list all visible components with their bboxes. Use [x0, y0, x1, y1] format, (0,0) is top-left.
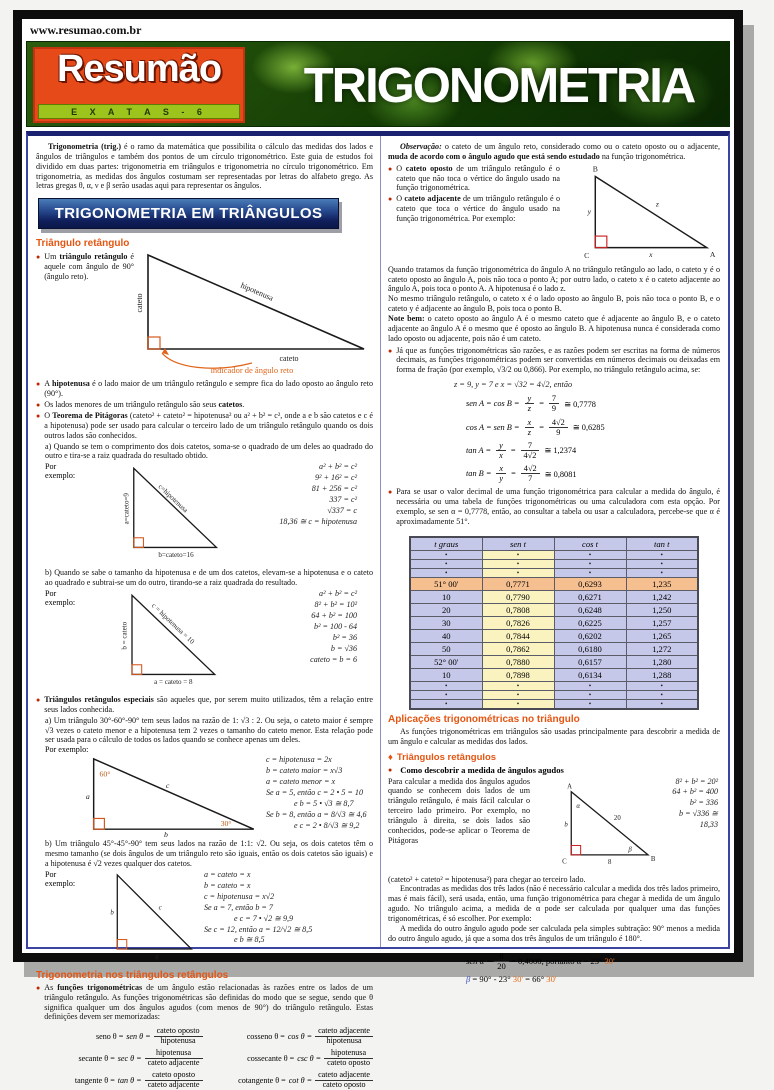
series-strip: E X A T A S - 6	[38, 104, 240, 119]
frac-num: cateto oposto	[154, 1027, 203, 1037]
col-header-tan: tan t	[626, 537, 698, 551]
special-a-text	[36, 716, 373, 746]
text-bold: catetos	[218, 400, 243, 410]
text: o cateto de um ângulo reto, considerado como ou o cateto oposto ou o adjacente,	[441, 142, 720, 151]
special-a-math	[260, 755, 373, 831]
text: O	[396, 163, 406, 173]
angle-30-label: 30°	[220, 819, 232, 829]
text-bold: funções trigonométricas	[57, 982, 143, 992]
trig-def-cossecante	[207, 1049, 374, 1068]
frac-den: cateto oposto	[322, 1079, 366, 1089]
por-exemplo-label: Por exemplo:	[45, 589, 76, 608]
math-line: e c = 7 • √2 ≅ 9,9	[234, 913, 294, 923]
angle-60-label: 60°	[99, 769, 111, 779]
item-label: b)	[45, 839, 52, 849]
triangle-20-8-diagram	[532, 777, 660, 873]
text: Um triângulo 30°-60°-90° tem seus lados na razão de 1: √3 : 2. Ou seja, o cateto maior é sempre √3 vezes o cateto menor e a hipotenusa tem 2 vezes o tamanho do cateto menor. Esta relação pode ser usada para o cálculo de todos os lados quando se conhece apenas um deles.	[45, 715, 373, 745]
text-bold: cateto adjacente	[404, 194, 461, 204]
text-bold: cateto oposto	[405, 163, 453, 173]
brand-name: Resumão	[56, 48, 222, 90]
def-abbr: sec θ =	[117, 1054, 142, 1064]
frac-den: cateto adjacente	[147, 1058, 200, 1068]
right-angle-indicator	[595, 236, 607, 248]
text: na função trigonométrica.	[599, 151, 686, 161]
vertex-b-label: B	[592, 164, 598, 174]
text: Os lados menores de um triângulo retângulo são seus	[44, 400, 219, 410]
resumao-logo	[33, 47, 245, 123]
ratio-line	[466, 418, 720, 437]
side-8-label: 8	[607, 858, 612, 866]
ratio-lhs: sen A = cos B =	[466, 399, 520, 409]
right-angle-indicator	[94, 819, 105, 830]
tri1-indicator-label: indicador de ângulo reto	[210, 365, 294, 376]
frac-num: x	[525, 418, 535, 428]
example-b-math	[220, 589, 373, 665]
scanned-card	[13, 10, 743, 1089]
apps-paragraph-medida: A medida do outro ângulo agudo pode ser calculada pela simples subtração: 90° menos a medida do outro ângulo agudo, já que a soma dos três ângulos de um triângulo é 180°.	[388, 923, 720, 943]
math-line: c = hipotenusa = 2x	[266, 755, 332, 765]
bullet-icon: ●	[388, 488, 393, 497]
frac-num: cateto adjacente	[315, 1071, 373, 1081]
alpha-angle-label: α	[576, 802, 580, 810]
math-line: a² + b² = c²	[319, 462, 357, 472]
minutes-value: 30'	[512, 974, 523, 985]
math-line: 81 + 256 = c²	[311, 484, 357, 494]
side-y-label: y	[587, 206, 592, 216]
math-line: b² = 100 - 64	[314, 621, 357, 631]
bullet-item	[388, 487, 720, 526]
def-abbr: cos θ =	[287, 1032, 313, 1042]
math-line: 337 = c²	[329, 495, 357, 505]
bullet-item	[36, 400, 373, 410]
text: Quando se sabe o tamanho da hipotenusa e de um dos catetos, elevam-se a hipotenusa e o cateto ao quadrado e subtrai-se um do outro, tirando-se a raiz quadrada do resultado.	[45, 568, 373, 588]
tri-hyp-label: c	[158, 904, 162, 912]
text: Um	[44, 252, 60, 262]
frac-den: 7	[528, 474, 533, 484]
ratio-result: ≅ 0,6285	[572, 423, 605, 433]
table-row: 50 0,7862 0,6180 1,272	[410, 642, 698, 655]
text: de um triângulo retângulo é o cateto que toca o vértice do ângulo usado na função trigonométrica. Por exemplo:	[396, 194, 560, 224]
heading-aplicacoes: Aplicações trigonométricas no triângulo	[388, 713, 580, 725]
math-line: b = cateto maior = x√3	[266, 766, 343, 776]
math-line: 18,36 ≅ c = hipotenusa	[279, 516, 357, 526]
tri1-left-label: cateto	[135, 293, 144, 313]
math-line: e b ≅ 8,5	[234, 935, 265, 945]
eq-text: sen α =	[466, 955, 495, 966]
def-abbr: sen θ =	[126, 1032, 151, 1042]
equals: =	[511, 469, 516, 479]
frac-den: hipotenusa	[160, 1036, 196, 1046]
def-name: tangente θ =	[74, 1075, 115, 1085]
text: Para se usar o valor decimal de uma função trigonométrica para calcular a medida do ângulo, é necessária ou uma tabela de funções trigonométricas ou uma calculadora com esta opção. Por exemplo, se sen α = 0,7778, então, ao consultar a tabela ou usar a calculadora, percebe-se que α é aproximadamente 51°.	[396, 487, 720, 526]
header-banner	[26, 41, 730, 127]
text-bold: Teorema de Pitágoras	[52, 411, 128, 421]
ratio-line	[466, 394, 720, 413]
table-row: 30 0,7826 0,6225 1,257	[410, 616, 698, 629]
tri-left-label: b	[110, 909, 114, 917]
frac-num: 7	[549, 394, 559, 404]
vertex-c-label: C	[584, 250, 590, 260]
frac-num: hipotenusa	[145, 1049, 203, 1059]
special-b-text	[36, 839, 373, 869]
ratio-result: ≅ 0,8081	[544, 469, 577, 479]
section-banner-triangulos: TRIGONOMETRIA EM TRIÂNGULOS	[38, 198, 339, 229]
frac-den: hipotenusa	[326, 1036, 362, 1046]
beta-angle-label: β	[628, 845, 632, 853]
frac-num: cateto oposto	[145, 1071, 203, 1081]
table-row: • • • •	[410, 568, 698, 577]
vertex-a-label: A	[567, 782, 573, 790]
bullet-item	[388, 194, 560, 224]
obs-lead: Observação:	[400, 142, 442, 151]
text-bold: hipotenusa	[52, 379, 90, 389]
bullet-icon: ●	[36, 983, 41, 992]
example-a-figure	[36, 462, 373, 566]
heading-trig-nos-triangulos: Trigonometria nos triângulos retângulos	[36, 969, 229, 981]
bullet-item	[388, 164, 560, 194]
tri-left-label: b = cateto	[120, 621, 129, 650]
side-z-label: z	[655, 198, 659, 208]
subheading-label: Como descobrir a medida de ângulos agudos	[400, 764, 564, 775]
ratios-intro: z = 9, y = 7 e x = √32 = 4√2, então	[454, 380, 573, 390]
minutes-value: 30'	[604, 955, 615, 966]
bullet-item	[36, 379, 373, 399]
frac-num: 4√2	[521, 464, 540, 474]
special-b-math	[200, 870, 373, 946]
math-line: a² + b² = c²	[319, 589, 357, 599]
side-x-label: x	[649, 249, 653, 259]
math-line: e c = 2 • 8/√3 ≅ 9,2	[294, 820, 360, 830]
right-angle-indicator	[134, 538, 144, 548]
math-line: √337 = c	[327, 506, 357, 515]
frac-den: 4√2	[523, 450, 537, 460]
frac-den: 9	[556, 427, 561, 437]
tri-hyp-label: c = hipotenusa = 10	[150, 601, 196, 646]
tri1-bottom-label: cateto	[279, 354, 299, 364]
note-bem-lead: Note bem:	[388, 314, 425, 324]
frac-num: 4√2	[549, 418, 568, 428]
diamond-icon: ♦	[388, 751, 393, 763]
example-a-text	[36, 442, 373, 462]
table-row: 40 0,7844 0,6202 1,265	[410, 629, 698, 642]
por-exemplo-label: Por exemplo:	[45, 462, 76, 481]
tri-bottom-label: b	[163, 830, 168, 840]
frac-den: cateto oposto	[327, 1058, 370, 1068]
table-row: 52° 00' 0,7880 0,6157 1,280	[410, 655, 698, 668]
ratio-lhs: tan A =	[466, 445, 492, 455]
trig-values-table	[409, 536, 699, 710]
text-bold: muda de acordo com o ângulo agudo que está sendo estudado	[388, 151, 600, 161]
right-column	[381, 136, 728, 985]
frac-num: 8	[494, 952, 509, 962]
math-line: b² = 36	[332, 632, 357, 642]
text-bold: Triângulos retângulos especiais	[44, 695, 154, 705]
right-triangle-intro-row	[36, 251, 373, 377]
math-line: Se b = 8, então a = 8/√3 ≅ 4,6	[266, 809, 367, 819]
text: As	[44, 982, 58, 992]
math-line: 8² + b² = 10²	[314, 599, 357, 609]
tri1-hyp-label: hipotenusa	[239, 280, 275, 304]
col-header-cos: cos t	[554, 537, 626, 551]
math-line: c = hipotenusa = x√2	[204, 891, 275, 901]
tri-left-label: a	[85, 792, 90, 802]
bullet-icon: ●	[388, 164, 393, 173]
table-row: 10 0,7790 0,6271 1,242	[410, 590, 698, 603]
subheading-label: Triângulos retângulos	[396, 751, 497, 763]
special-b-figure	[36, 870, 373, 966]
trig-def-seno	[36, 1027, 203, 1046]
table-row: 20 0,7808 0,6248 1,250	[410, 603, 698, 616]
def-name: cotangente θ =	[238, 1075, 286, 1085]
text: é o lado maior de um triângulo retângulo e sempre fica do lado oposto ao ângulo reto (90°).	[44, 379, 373, 399]
bullet-icon: ●	[36, 253, 41, 262]
special-a-figure	[36, 755, 373, 840]
text: é aquele com ângulo de 90° (ângulo reto).	[44, 252, 135, 282]
bullet-icon: ●	[388, 765, 393, 774]
intro-text: é o ramo da matemática que possibilita o cálculo das medidas dos lados e ângulos de triângulos e também dos pontos de um círculo trigonométrico. Este guia de estudos foi dividido em duas partes: trigonometria em triângulos e trigonometria no círculo trigonométrico. Em trigonometria, as medidas dos ângulos costumam ser representadas por letras do alfabeto grego. As letras gregas θ, α, ν e β serão usadas aqui para representar os ângulos.	[36, 142, 373, 191]
frac-num: y	[496, 441, 506, 451]
paragraph-quando-tratamos: Quando tratamos da função trigonométrica do ângulo A no triângulo retângulo ao lado, o cateto y é o cateto oposto ao ângulo A, pois não toca o ponto A; por outro lado, o cateto x é o cateto adjacente ao ângulo A, pois toca o ponto A. A hipotenusa é o lado z.	[388, 264, 720, 294]
frac-den: z	[527, 427, 531, 437]
frac-den: x	[499, 450, 503, 460]
text: O	[396, 194, 405, 204]
tri-left-label: a=cateto=9	[122, 493, 131, 525]
math-line: 8² + b² = 20²	[675, 776, 718, 786]
example-b-figure	[36, 589, 373, 693]
math-line: e b = 5 • √3 ≅ 8,7	[294, 799, 354, 809]
eq-text: = 90° - 23°	[470, 974, 513, 985]
bullet-item	[36, 983, 373, 1022]
paragraph-note-bem	[388, 314, 720, 344]
bullet-item	[36, 695, 373, 715]
frac-num: 7	[521, 441, 540, 451]
table-row: 10 0,7898 0,6134 1,288	[410, 668, 698, 681]
frac-den: z	[527, 404, 531, 414]
catetos-row	[388, 163, 720, 263]
def-name: cosseno θ =	[246, 1032, 285, 1042]
col-header-t-graus: t graus	[410, 537, 482, 551]
text: Já que as funções trigonométricas são razões, e as razões podem ser escritas na forma de números decimais, as funções trigonométricas podem ser convertidas em números decimais ou deixadas em forma de fração (por exemplo, √3/2 ou 0,866). Por exemplo, no triângulo retângulo acima, se:	[396, 345, 720, 375]
text-bold: triângulo retângulo	[59, 252, 128, 262]
bullet-icon: ●	[388, 195, 393, 204]
item-label: b)	[45, 568, 52, 578]
side-b-label: b	[564, 821, 568, 829]
math-line: b = √36	[330, 643, 357, 653]
table-row: • • • •	[410, 681, 698, 690]
def-name: secante θ =	[78, 1054, 115, 1064]
ratio-result: ≅ 1,2374	[544, 446, 577, 456]
beta-symbol: β	[466, 974, 471, 985]
def-abbr: csc θ =	[297, 1054, 322, 1064]
triangle-9-16-diagram	[88, 462, 220, 566]
text: Quando se tem o comprimento dos dois catetos, soma-se o quadrado de um deles ao quadrado do outro e tira-se a raiz quadrada do resultado obtido.	[45, 441, 373, 461]
subheading-triangulos-retangulos	[388, 752, 720, 763]
ratio-result: ≅ 0,7778	[564, 399, 596, 409]
table-header-row	[410, 537, 698, 551]
paragraph-no-mesmo: No mesmo triângulo retângulo, o cateto x é o lado oposto ao ângulo B, pois não toca o ponto B, e o cateto y é adjacente ao ângulo B, pois toca o ponto B.	[388, 294, 720, 314]
apps-figure-row	[388, 777, 720, 873]
frac-den: cateto adjacente	[147, 1079, 200, 1089]
text: Um triângulo 45°-45°-90° tem seus lados na razão de 1:1: √2. Ou seja, os dois catetos têm o mesmo tamanho (se dois ângulos de um triângulo reto são iguais, então os dois catetos são iguais) e a hipotenusa é √2 vezes qualquer dos catetos.	[45, 839, 373, 869]
frac-num: hipotenusa	[324, 1049, 373, 1059]
trig-def-secante	[36, 1049, 203, 1068]
math-line: a = cateto = x	[204, 869, 251, 879]
table-row: • • • •	[410, 550, 698, 559]
def-abbr: tan θ =	[117, 1075, 142, 1085]
frac-num: y	[525, 394, 535, 404]
tri-hyp-label: c	[165, 781, 170, 791]
right-angle-indicator	[571, 845, 580, 854]
math-line: 64 + b² = 400	[672, 787, 718, 797]
intro-lead: Trigonometria (trig.)	[48, 142, 122, 151]
def-name: cossecante θ =	[247, 1054, 295, 1064]
minutes-value: 30'	[546, 974, 557, 985]
right-angle-indicator	[148, 337, 160, 349]
bullet-icon: ●	[36, 412, 41, 421]
site-url: www.resumao.com.br	[30, 23, 142, 37]
observacao-paragraph	[388, 142, 720, 162]
def-name: seno θ =	[95, 1032, 124, 1042]
text: são aqueles que, por serem muito utilizados, têm a relação entre seus lados conhecida.	[44, 695, 373, 714]
final-eq-sen	[466, 952, 720, 972]
left-column	[28, 136, 380, 1089]
bullet-item	[36, 252, 134, 282]
math-line: a = cateto menor = x	[266, 777, 336, 787]
por-exemplo-label: Por exemplo:	[45, 869, 76, 888]
text: o cateto oposto ao ângulo A é o mesmo cateto que é adjacente ao ângulo B, e o cateto adjacente ao ângulo A é o mesmo que é oposto ao ângulo B. A hipotenusa nunca é considerada como lado oposto ou adjacente, pois não é um cateto.	[388, 314, 720, 343]
bullet-icon: ●	[36, 401, 41, 410]
math-line: 9² + 16² = c²	[314, 473, 357, 483]
math-line: 64 + b² = 100	[311, 610, 357, 620]
trig-def-tangente	[36, 1071, 203, 1090]
math-line: b² = 336	[689, 798, 718, 808]
vertex-c-label: C	[562, 857, 567, 865]
trig-def-cosseno	[207, 1027, 374, 1046]
bullet-item	[388, 346, 720, 376]
col-header-sen: sen t	[482, 537, 554, 551]
text: de um ângulo estão relacionadas às razões entre os lados de um triângulo retângulo. As funções trigonométricas são definidas do modo que se segue, sendo que θ significa qualquer um dos ângulos agudos (com menos de 90°) do triângulo retângulo. Estas definições devem ser memorizadas:	[44, 982, 373, 1022]
page-title: TRIGONOMETRIA	[303, 59, 695, 113]
final-eq-beta	[466, 971, 720, 987]
bullet-icon: ●	[388, 346, 393, 355]
table-row: • • • •	[410, 699, 698, 709]
por-exemplo-label: Por exemplo:	[45, 745, 89, 755]
apps-paragraph-encontradas: Encontradas as medidas dos três lados (não é necessário calcular a medida dos três lados primeiro, mas é mais fácil), será usada, então, uma função trigonométrica para chegar à medida de um ângulo agudo. No triângulo acima, a medida de α pode ser calculada por qualquer uma das funções trigonométricas, é só escolher. Por exemplo:	[388, 884, 720, 923]
table-row: • • • •	[410, 559, 698, 568]
ratio-lhs: cos A = sen B =	[466, 422, 520, 432]
ratio-line	[466, 441, 720, 460]
frac-num: x	[496, 464, 506, 474]
example-b-text	[36, 568, 373, 588]
math-line: b = √336 ≅ 18,33	[679, 809, 718, 830]
example-a-math	[220, 462, 373, 528]
math-line: Se a = 5, então c = 2 • 5 = 10	[266, 788, 363, 798]
text: .	[242, 400, 245, 410]
apps-paragraph-continue: (cateto² + cateto² = hipotenusa²) para chegar ao terceiro lado.	[388, 874, 586, 884]
labeled-right-triangle-diagram	[134, 251, 369, 377]
final-equations	[466, 952, 720, 988]
vertex-b-label: B	[650, 855, 656, 863]
table-row-highlight-51: 51° 00' 0,7771 0,6293 1,235	[410, 577, 698, 590]
text: O	[44, 411, 53, 421]
triangle-xyz-diagram	[560, 163, 720, 263]
def-abbr: cot θ =	[288, 1075, 313, 1085]
text: (cateto² + cateto² = hipotenusa² ou a² + b² = c², onde a e b são catetos e c é a hipotenusa) pode ser usado para calcular o terceiro lado de um triângulo retângulo quando os dois outros lados são conhecidos.	[44, 411, 373, 440]
item-label: a)	[45, 715, 52, 725]
triangle-8-10-diagram	[88, 589, 220, 693]
aplicacoes-paragraph: As funções trigonométricas em triângulos são usadas principalmente para descobrir a medida de um ângulo e calcular as medidas dos lados.	[388, 726, 720, 746]
math-line: Se c = 12, então a = 12/√2 ≅ 8,5	[204, 924, 313, 934]
intro-paragraph	[36, 142, 373, 191]
frac-den: 9	[551, 404, 557, 414]
tri-bottom-label: b=cateto=16	[158, 551, 194, 560]
right-angle-indicator	[117, 939, 126, 948]
triangle-30-60-90-diagram	[64, 755, 260, 840]
tri-bottom-label: a	[155, 953, 159, 961]
apps-math	[662, 777, 720, 832]
equals: =	[539, 422, 544, 432]
table-row: • • • •	[410, 690, 698, 699]
tri-bottom-label: a = cateto = 8	[154, 678, 193, 687]
content-frame	[26, 131, 730, 1089]
bullet-item	[36, 411, 373, 441]
math-line: Se a = 7, então b = 7	[204, 902, 273, 912]
subheading-como-descobrir	[388, 765, 720, 776]
frac-num: cateto adjacente	[315, 1027, 373, 1037]
text: A	[44, 379, 52, 389]
bullet-icon: ●	[36, 380, 41, 389]
equals: =	[539, 399, 544, 409]
ratio-line	[466, 464, 720, 483]
eq-text: = 0,4000, portanto α = 23°	[508, 955, 605, 966]
frac-den: y	[499, 474, 504, 484]
math-line: cateto = b = 6	[310, 654, 357, 664]
triangle-45-45-90-diagram	[88, 870, 200, 966]
math-line: b = cateto = x	[204, 880, 251, 890]
frac-den: 20	[497, 960, 506, 971]
eq-text: = 66°	[522, 974, 547, 985]
tri-hyp-label: c=hipotenusa	[156, 482, 190, 515]
text: de um triângulo retângulo é o cateto que não toca o vértice do ângulo usado na função trigonométrica.	[396, 163, 560, 193]
bullet-icon: ●	[36, 696, 41, 705]
apps-paragraph-narrow: Para calcular a medida dos ângulos agudos quando se conhecem dois lados de um triângulo retângulo, é mais fácil calcular o terceiro lado primeiro. Por exemplo, no triângulo à direita, se dois lados são conhecidos, pode-se aplicar o Teorema de Pitágoras	[388, 776, 530, 845]
trig-definitions-grid	[36, 1027, 373, 1089]
equals: =	[510, 445, 516, 455]
vertex-a-label: A	[709, 249, 716, 259]
right-angle-indicator	[132, 665, 142, 675]
hyp-20-label: 20	[613, 814, 621, 822]
trig-def-cotangente	[207, 1071, 374, 1090]
ratio-lhs: tan B =	[466, 469, 492, 479]
item-label: a)	[45, 441, 52, 451]
heading-triangulo-retangulo: Triângulo retângulo	[36, 238, 130, 250]
